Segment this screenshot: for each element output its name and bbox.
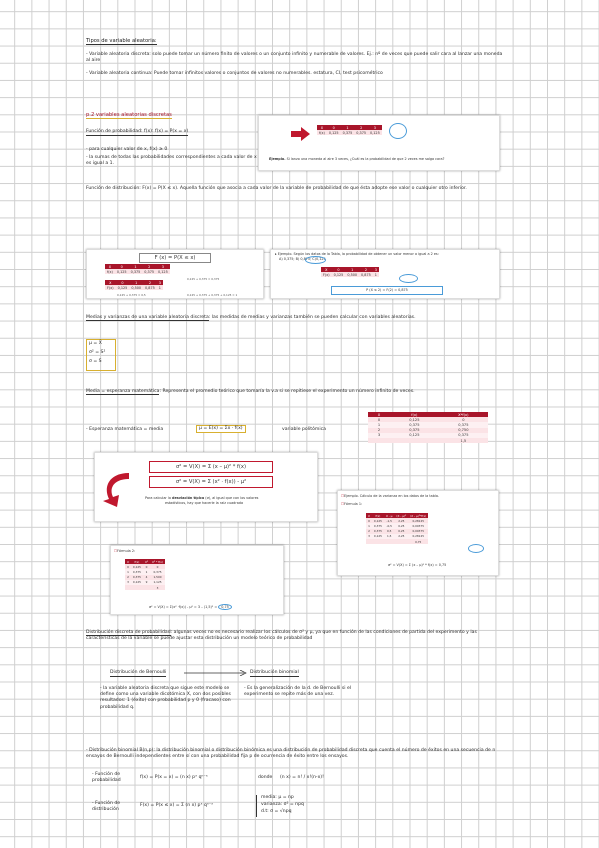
note-sum: - la sumas de todas las probabilidades correspondientes a cada valor de x es igual a 1. [86,155,257,167]
table-row [125,585,165,590]
table-cell [390,438,439,443]
table-row [366,513,428,518]
table-cell: 2 [125,575,131,580]
table-cell: -0,5 [384,523,394,528]
table-cell: f(x) [390,412,439,417]
types-title: Tipos de variable aleatoria: [86,38,157,44]
table-cell: 1,5 [439,438,488,443]
table-cell [131,585,143,590]
table-cell: 0,375 [390,428,439,433]
table-cell: X - μ [385,513,393,518]
table-cell: 2 [368,428,390,433]
table-cell: 0 [115,264,129,269]
table-cell [384,539,394,544]
cdf-question: ▸ Ejemplo. Según los datos de la Tabla, la probabilidad de obtener un valor menor o igual a 2 es: [275,252,439,256]
table-cell: 0,125 [390,417,439,422]
prob-function-label: - Función de probabilidad [92,772,121,784]
table-cell: X [105,264,115,269]
table-cell: 0,375 [132,569,141,574]
where-label: donde [258,775,273,780]
table-row [366,539,428,544]
example-coin-card [258,115,500,171]
continuous-definition: - Variable aleatoria continua: Puede tomar infinitos valores o conjuntos de valores no numerables. estatura, CI, test psicométrico [86,71,383,76]
arrow-right-icon [291,127,311,141]
table-cell: X [317,125,327,130]
table-cell: 1,125 [150,580,165,585]
binomial-title: Distribución binomial [250,670,299,677]
table-cell: 0,125 [116,269,127,274]
table-cell: 0,28125 [408,534,428,539]
table-cell: F(x) [107,285,114,290]
table-cell: 0,125 [390,433,439,438]
formula2-card [110,545,284,615]
table-cell: 4 [143,575,150,580]
table-cell: 0 [150,564,165,569]
variance-table-1 [366,513,428,544]
coin-prob-table [317,125,382,135]
sd-caption-2: estadísticos, hay que hacerle la raíz cuadrada [165,501,244,505]
table-cell: 2,25 [394,518,408,523]
table-cell: 3 [368,433,390,438]
variance-formula-2: σ² = V(X) = Σ (x² · f(x)) - μ² [149,476,273,488]
cdf-options: A) 0,375; B) 0,875; C)0,125 [279,257,326,261]
dist-function-label: - Función de distribución [92,801,121,813]
table-cell: X [368,513,370,518]
table-cell [143,585,150,590]
table-cell: 1 [374,272,377,277]
table-cell: 3 [156,264,170,269]
table-cell: 0 [327,125,341,130]
table-cell: 0,375 [150,569,165,574]
distribution-function: Función de distribución: F(x) = P(X ≤ x). Aquella función que asocia a cada valor de la variable de probabilidad de que ésta adopte ese valor o cualquier otro inferior. [86,186,467,191]
discrete-distribution: Distribución discreta de probabilidad: algunas veces no es necesario realizar los cálculos de σ² y μ, ya que en función de las condiciones de partida del experimento y las características de la variable se puede ajustar esta distribución un modelo teórico de probabilidad [86,630,477,642]
cumulative-note-1: 0,125 + 0,375 = 0,375 [187,277,220,281]
table-cell: 0,125 [373,534,382,539]
discrete-section-title: p.2 variables aleatorias discretas [86,112,172,118]
table-cell: 2 [359,267,373,272]
highlight-circle [389,123,407,139]
table-cell: 0 [116,280,130,285]
table-cell: 0,125 [158,269,168,274]
table-cell: 0,09375 [408,529,428,534]
table-cell: 0,125 [132,564,141,569]
formula2-label: ☐Fórmula 2: [114,549,136,553]
coin-caption: Ejemplo. Si lanzo una moneda al aire 3 veces, ¿Cuál es la probabilidad de que 2 veces me salga cara? [269,157,445,161]
formula1-label: ☐Fórmula 1: [341,502,363,506]
table-cell: 0,75 [408,539,428,544]
table-cell: 0,500 [131,285,142,290]
combination-formula: (n x) = n! / x!(n-x)! [280,775,324,780]
example-cdf-card [270,249,500,299]
table-cell: (X - μ)²*f(x) [410,513,427,518]
table-cell: 0,375 [342,130,353,135]
bernoulli-title: Distribución de Bernoulli [110,670,166,677]
table-cell: 1 [158,285,161,290]
variance-example-card [337,490,499,576]
table-cell: 2 [354,125,368,130]
table-cell: 0,375 [356,130,367,135]
table-cell: 1,500 [150,575,165,580]
table-cell: 0,375 [144,269,155,274]
table-cell: F(x) [323,272,330,277]
table-cell: 0,25 [394,529,408,534]
note-nonnegative: - para cualquier valor de x, f(x) ≥ 0 [86,147,168,152]
distribution-formula: F (x) = P(X ≤ x) [139,253,211,263]
table-cell: 0,750 [439,428,488,433]
variance-example-result: σ² = V(X) = Σ (x – μ)² * f(x) = 0,75 [388,563,447,567]
table-cell: 3 [150,585,165,590]
table-cell: X [105,280,116,285]
table-cell: 0,125 [370,130,380,135]
binomial-stats [256,795,321,817]
prob-function: Función de probabilidad: f(x): f(x) = P(x = x) [86,129,188,136]
formula2-result: σ² = V(X) = Σ(x² ·f(x)) - μ² = 3 – (1,5)² = 0,75 [149,605,232,609]
table-cell: 0,375 [132,575,141,580]
table-cell: f(x) [319,130,325,135]
table-cell: 2 [366,529,372,534]
cdf-result: P (X ≤ 2) = F(2) = 0,875 [331,286,443,295]
table-cell: 0 [332,267,346,272]
table-cell: 0,09375 [408,523,428,528]
table-row [105,285,163,290]
table-cell [368,438,390,443]
variance-result-circle [468,544,484,553]
expectation-definition: Media = esperanza matemática: Representa el promedio teórico que tomaría la v.a si se repitiese el experimento un número infinito de veces. [86,389,415,394]
table-cell: f(x) [372,513,384,518]
table-cell: 0,375 [373,529,382,534]
cdf-table [321,267,379,277]
variance-card [94,452,318,522]
expectation-formula: μ = E(x) = Σx · f(x) [196,425,246,433]
table-cell: 2,25 [394,534,408,539]
fx-table [105,264,170,274]
table-cell: (X - μ)² [396,513,407,518]
table-cell: X [321,267,332,272]
table-row [321,272,379,277]
sd-symbol: σ = S [89,359,102,364]
table-cell: 0,375 [439,433,488,438]
table-cell: 3 [366,534,372,539]
table-cell: 0,375 [373,523,382,528]
table-cell: 0 [439,417,488,422]
sd-caption-1: Para calcular la desviación típica (σ), al igual que con los valores [145,496,259,500]
table-cell: 0,28125 [408,518,428,523]
answer-circle [305,256,326,264]
binomial-pmf: f(x) = P(x = x) = (n x) pˣ qⁿ⁻ˣ [140,775,208,780]
table-cell: X² * f(x) [151,559,164,564]
table-cell: f(x) [131,559,143,564]
binomial-mean: media: μ = np [261,795,294,800]
table-cell: 0,125 [132,580,141,585]
table-cell: 2 [143,280,157,285]
table-cell: X*f(x) [439,412,488,417]
table-cell: 2 [142,264,156,269]
table-cell [394,539,408,544]
table-cell: 0,375 [439,422,488,427]
mu-symbol: μ = X̄ [89,341,102,346]
means-variances: Medias y varianzas de una variable aleatoria discreta: las medidas de medias y varianzas también se pueden calcular con variables aleatorias. [86,315,416,320]
table-cell: 0,125 [328,130,339,135]
table-cell: 0,125 [117,285,128,290]
binomial-sd: d.t: σ = √npq [261,809,292,814]
binomial-description: - Es la generalización de la d. de Bernoulli si el experimento se repite más de una vez. [244,686,352,698]
table-cell: f(x) [107,269,113,274]
table-cell: 0,125 [333,272,344,277]
variance-example-title: ☐Ejemplo. Cálculo de la varianza en los datos de la tabla. [341,494,439,498]
politomic-label: variable politómica [282,427,326,432]
table-cell: 1 [341,125,355,130]
table-cell: 1,5 [384,534,394,539]
Fx-table [105,280,163,290]
binomial-variance: varianza: σ² = npq [261,802,304,807]
table-cell: 3 [158,280,161,285]
table-row [317,130,382,135]
value-circle [399,274,418,283]
table-cell: 0 [368,417,390,422]
table-row [368,438,488,443]
discrete-definition: - Variable aleatoria discreta: solo puede tomar un número finito de valores o un conjunto infinito y numerable de valores. Ej.: nº de veces que puede salir cara al lanzar una moneda al aire [86,52,503,64]
arrow-right-icon [184,670,248,676]
table-cell: 1 [345,267,359,272]
table-cell: -1,5 [384,518,394,523]
table-cell: 0,875 [145,285,155,290]
table-cell: X [368,412,390,417]
table-cell: 1 [143,569,150,574]
table-cell: 0,5 [384,529,394,534]
table-cell: 0,375 [130,269,141,274]
var-symbol: σ² = S² [89,350,106,355]
distribution-card [86,249,264,299]
table-cell: 0 [143,564,150,569]
table-cell: 9 [143,580,150,585]
table-cell: 3 [368,125,382,130]
variance-table-2 [125,559,165,590]
table-cell: 3 [125,580,131,585]
cumulative-note-3: 0,125 + 0,375 + 0,375 + 0,125 = 1 [187,293,238,297]
table-cell: 0 [366,518,372,523]
table-cell: 0,375 [390,422,439,427]
symbols-box [86,339,116,371]
table-cell: X² [144,559,148,564]
variance-formula-1: σ² = V(X) = Σ (x – μ)² * f(x) [149,461,273,473]
table-cell: 1 [368,422,390,427]
cumulative-note-2: 0,125 + 0,375 = 0,5 [117,293,146,297]
bernoulli-description: - la variable aleatoria discreta que sigue este modelo se define como una variable dicotómica X, con dos posibles resultados: 1 (éxito) con probabilidad p y 0 (fracaso) con probabilidad q. [100,686,231,710]
table-cell: 3 [374,267,377,272]
binomial-cdf: F(x) = P(x ≤ x) = Σ (n x) pˣ qⁿ⁻ˣ [140,803,214,808]
table-cell: 0 [125,564,131,569]
table-cell: X [127,559,129,564]
table-row [105,269,170,274]
binomial-definition: - Distribución binomial B(n,p): la distribución binomial o distribución binómica es una distribución de probabilidad discreta que cuenta el número de éxitos en una secuencia de n ensayos de Bernoulli independientes entre sí con una probabilidad fija p de ocurrencia de éxito entre los ensayos. [86,748,496,760]
table-cell: 0,125 [373,518,382,523]
expectation-table [368,412,488,443]
curved-arrow-icon [97,469,137,509]
expectation-label: - Esperanza matemática = media [86,427,164,432]
table-cell: 1 [125,569,131,574]
table-cell: 1 [129,280,143,285]
table-cell: 0,875 [361,272,371,277]
table-cell: 1 [366,523,372,528]
table-cell: 0,500 [347,272,358,277]
table-cell: 1 [129,264,143,269]
table-cell: 0,25 [394,523,408,528]
table-cell [372,539,384,544]
